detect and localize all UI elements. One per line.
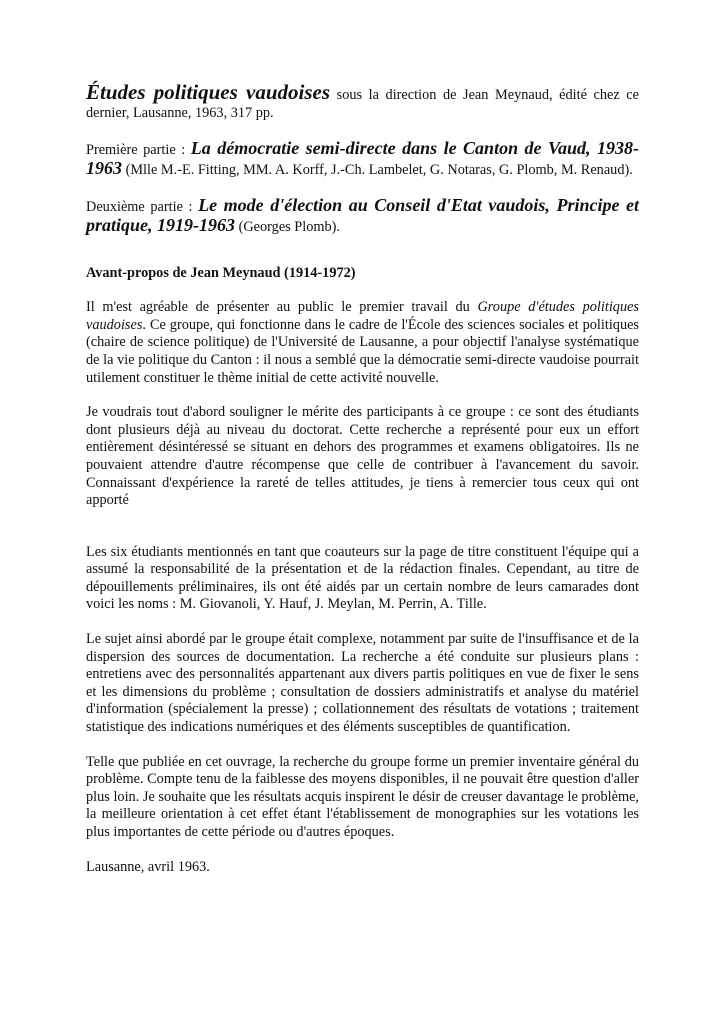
foreword-paragraph-5: Telle que publiée en cet ouvrage, la recherche du groupe forme un premier inventaire général du problème. Compte tenu de la faiblesse des moyens disponibles, il ne pouvait être question d'aller plus loin. Je souhaite que les résultats acquis inspirent le désir de creuser davantage le problème, la meilleure orientation à cet effet étant l'établissement de monographies sur les votations les plus importantes de cette période ou d'autres époques. xyxy=(86,753,639,840)
part-one xyxy=(86,140,639,179)
book-title: Études politiques vaudoises xyxy=(86,80,331,104)
foreword-paragraph-3: Les six étudiants mentionnés en tant que coauteurs sur la page de titre constituent l'équipe qui a assumé la responsabilité de la présentation et de la rédaction finales. Cependant, au titre de dépouillements préliminaires, ils ont été aidés par un certain nombre de leurs camarades dont voici les noms : M. Giovanoli, Y. Hauf, J. Meylan, M. Perrin, A. Tille. xyxy=(86,543,639,613)
group-name: Groupe d'études politiques vaudoises xyxy=(86,299,639,333)
document-page xyxy=(86,80,639,876)
foreword-paragraph-1 xyxy=(86,299,639,387)
foreword-paragraph-2: Je voudrais tout d'abord souligner le mérite des participants à ce groupe : ce sont des étudiants dont plusieurs déjà au niveau du doctorat. Cette recherche a représenté pour eux un effort entièrement désintéressé se situant en dehors des programmes et examens obligatoires. Ils ne pouvaient attendre d'autre récompense que celle de contribuer à l'avancement du savoir. Connaissant d'expérience la rareté de telles attitudes, je tiens à remercier tous ceux qui ont apporté xyxy=(86,404,639,509)
foreword-paragraph-4: Le sujet ainsi abordé par le groupe était complexe, notamment par suite de l'insuffisance et de la dispersion des sources de documentation. La recherche a été conduite sur plusieurs plans : entretiens avec des personnalités appartenant aux divers partis politiques en vue de fixer le sens et les dimensions du problème ; consultation de dossiers administratifs et analyse du matériel d'information (spécialement la presse) ; collationnement des résultats de votations ; traitement statistique des indications numériques et des éléments susceptibles de quantification. xyxy=(86,631,639,736)
part-one-label: Première partie : xyxy=(86,142,186,159)
book-reference xyxy=(86,80,639,122)
part-one-title: La démocratie semi-directe dans le Canton de Vaud, 1938-1963 xyxy=(86,138,639,178)
part-two-label: Deuxième partie : xyxy=(86,199,193,216)
part-one-authors: (Mlle M.-E. Fitting, MM. A. Korff, J.-Ch. Lambelet, G. Notaras, G. Plomb, M. Renaud). xyxy=(125,161,633,178)
p1-text-before: Il m'est agréable de présenter au public le premier travail du xyxy=(86,299,478,316)
part-two-authors: (Georges Plomb). xyxy=(238,218,340,235)
p1-text-after: . Ce groupe, qui fonctionne dans le cadre de l'École des sciences sociales et politiques (chaire de science politique) de l'Université de Lausanne, a pour objectif l'analyse systématique de la vie politique du Canton : il nous a semblé que la démocratie semi-directe vaudoise pourrait utilement constituer le thème initial de cette activité nouvelle. xyxy=(86,316,639,386)
foreword-heading: Avant-propos de Jean Meynaud (1914-1972) xyxy=(86,264,356,281)
part-two-title: Le mode d'élection au Conseil d'Etat vaudois, Principe et pratique, 1919-1963 xyxy=(86,195,639,235)
book-info: sous la direction de Jean Meynaud, édité chez ce dernier, Lausanne, 1963, 317 pp. xyxy=(86,87,639,121)
part-two xyxy=(86,197,639,236)
foreword-closing: Lausanne, avril 1963. xyxy=(86,858,210,875)
